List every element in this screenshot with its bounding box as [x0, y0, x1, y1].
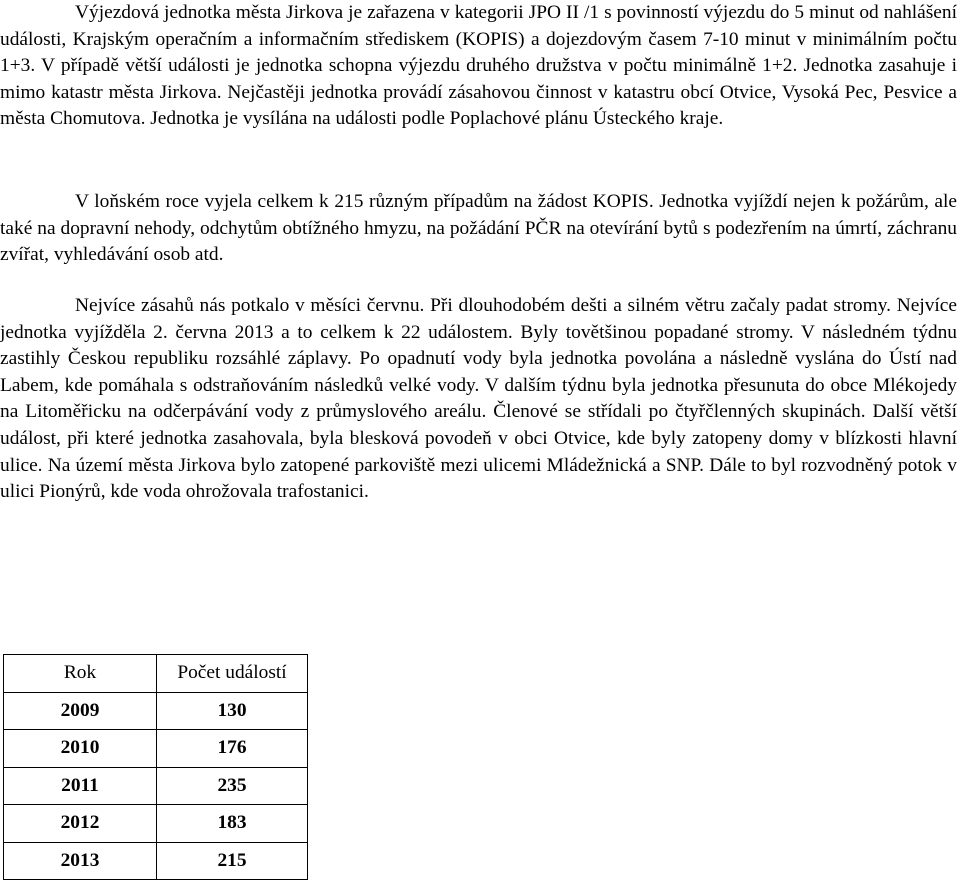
- paragraph-unit-info: Výjezdová jednotka města Jirkova je zařazena v kategorii JPO II /1 s povinností výjezdu do 5 minut od nahlášení události, Krajským operačním a informačním střediskem (KOPIS) a dojezdovým časem 7-10 minut v minimálním počtu 1+3. V případě větší události je jednotka schopna výjezdu druhého družstva v počtu minimálně 1+2. Jednotka zasahuje i mimo katastr města Jirkova. Nejčastěji jednotka provádí zásahovou činnost v katastru obcí Otvice, Vysoká Pec, Pesvice a města Chomutova. Jednotka je vysílána na události podle Poplachové plánu Ústeckého kraje.: [0, 2, 957, 130]
- column-header-count: Počet událostí: [157, 655, 308, 693]
- cell-year: 2010: [4, 730, 157, 768]
- cell-year: 2011: [4, 767, 157, 805]
- table-row: [4, 805, 308, 843]
- cell-year: 2009: [4, 692, 157, 730]
- paragraph-june-events: Nejvíce zásahů nás potkalo v měsíci červnu. Při dlouhodobém dešti a silném větru začaly padat stromy. Nejvíce jednotka vyjížděla 2. června 2013 a to celkem k 22 událostem. Byly tovětšinou popadané stromy. V následném týdnu zastihly Českou republiku rozsáhlé záplavy. Po opadnutí vody byla jednotka povolána a následně vyslána do Ústí nad Labem, kde pomáhala s odstraňováním následků velké vody. V dalším týdnu byla jednotka přesunuta do obce Mlékojedy na Litoměřicku na odčerpávání vody z průmyslového areálu. Členové se střídali po čtyřčlenných skupinách. Další větší událost, při které jednotka zasahovala, byla blesková povodeň v obci Otvice, kde byly zatopeny domy v blízkosti hlavní ulice. Na území města Jirkova bylo zatopené parkoviště mezi ulicemi Mládežnická a SNP. Dále to byl rozvodněný potok v ulici Pionýrů, kde voda ohrožovala trafostanici.: [0, 295, 957, 503]
- paragraph-last-year-summary: V loňském roce vyjela celkem k 215 různým případům na žádost KOPIS. Jednotka vyjíždí nejen k požárům, ale také na dopravní nehody, odchytům obtížného hmyzu, na požádání PČR na otevírání bytů s podezřením na úmrtí, záchranu zvířat, vyhledávání osob atd.: [0, 191, 957, 266]
- cell-year: 2012: [4, 805, 157, 843]
- cell-count: 235: [157, 767, 308, 805]
- table-row: [4, 692, 308, 730]
- table-row: [4, 842, 308, 880]
- column-header-year: Rok: [4, 655, 157, 693]
- table-row: [4, 767, 308, 805]
- cell-count: 215: [157, 842, 308, 880]
- incidents-per-year-table: [3, 654, 308, 880]
- cell-year: 2013: [4, 842, 157, 880]
- table-header-row: [4, 655, 308, 693]
- cell-count: 183: [157, 805, 308, 843]
- cell-count: 176: [157, 730, 308, 768]
- cell-count: 130: [157, 692, 308, 730]
- table-row: [4, 730, 308, 768]
